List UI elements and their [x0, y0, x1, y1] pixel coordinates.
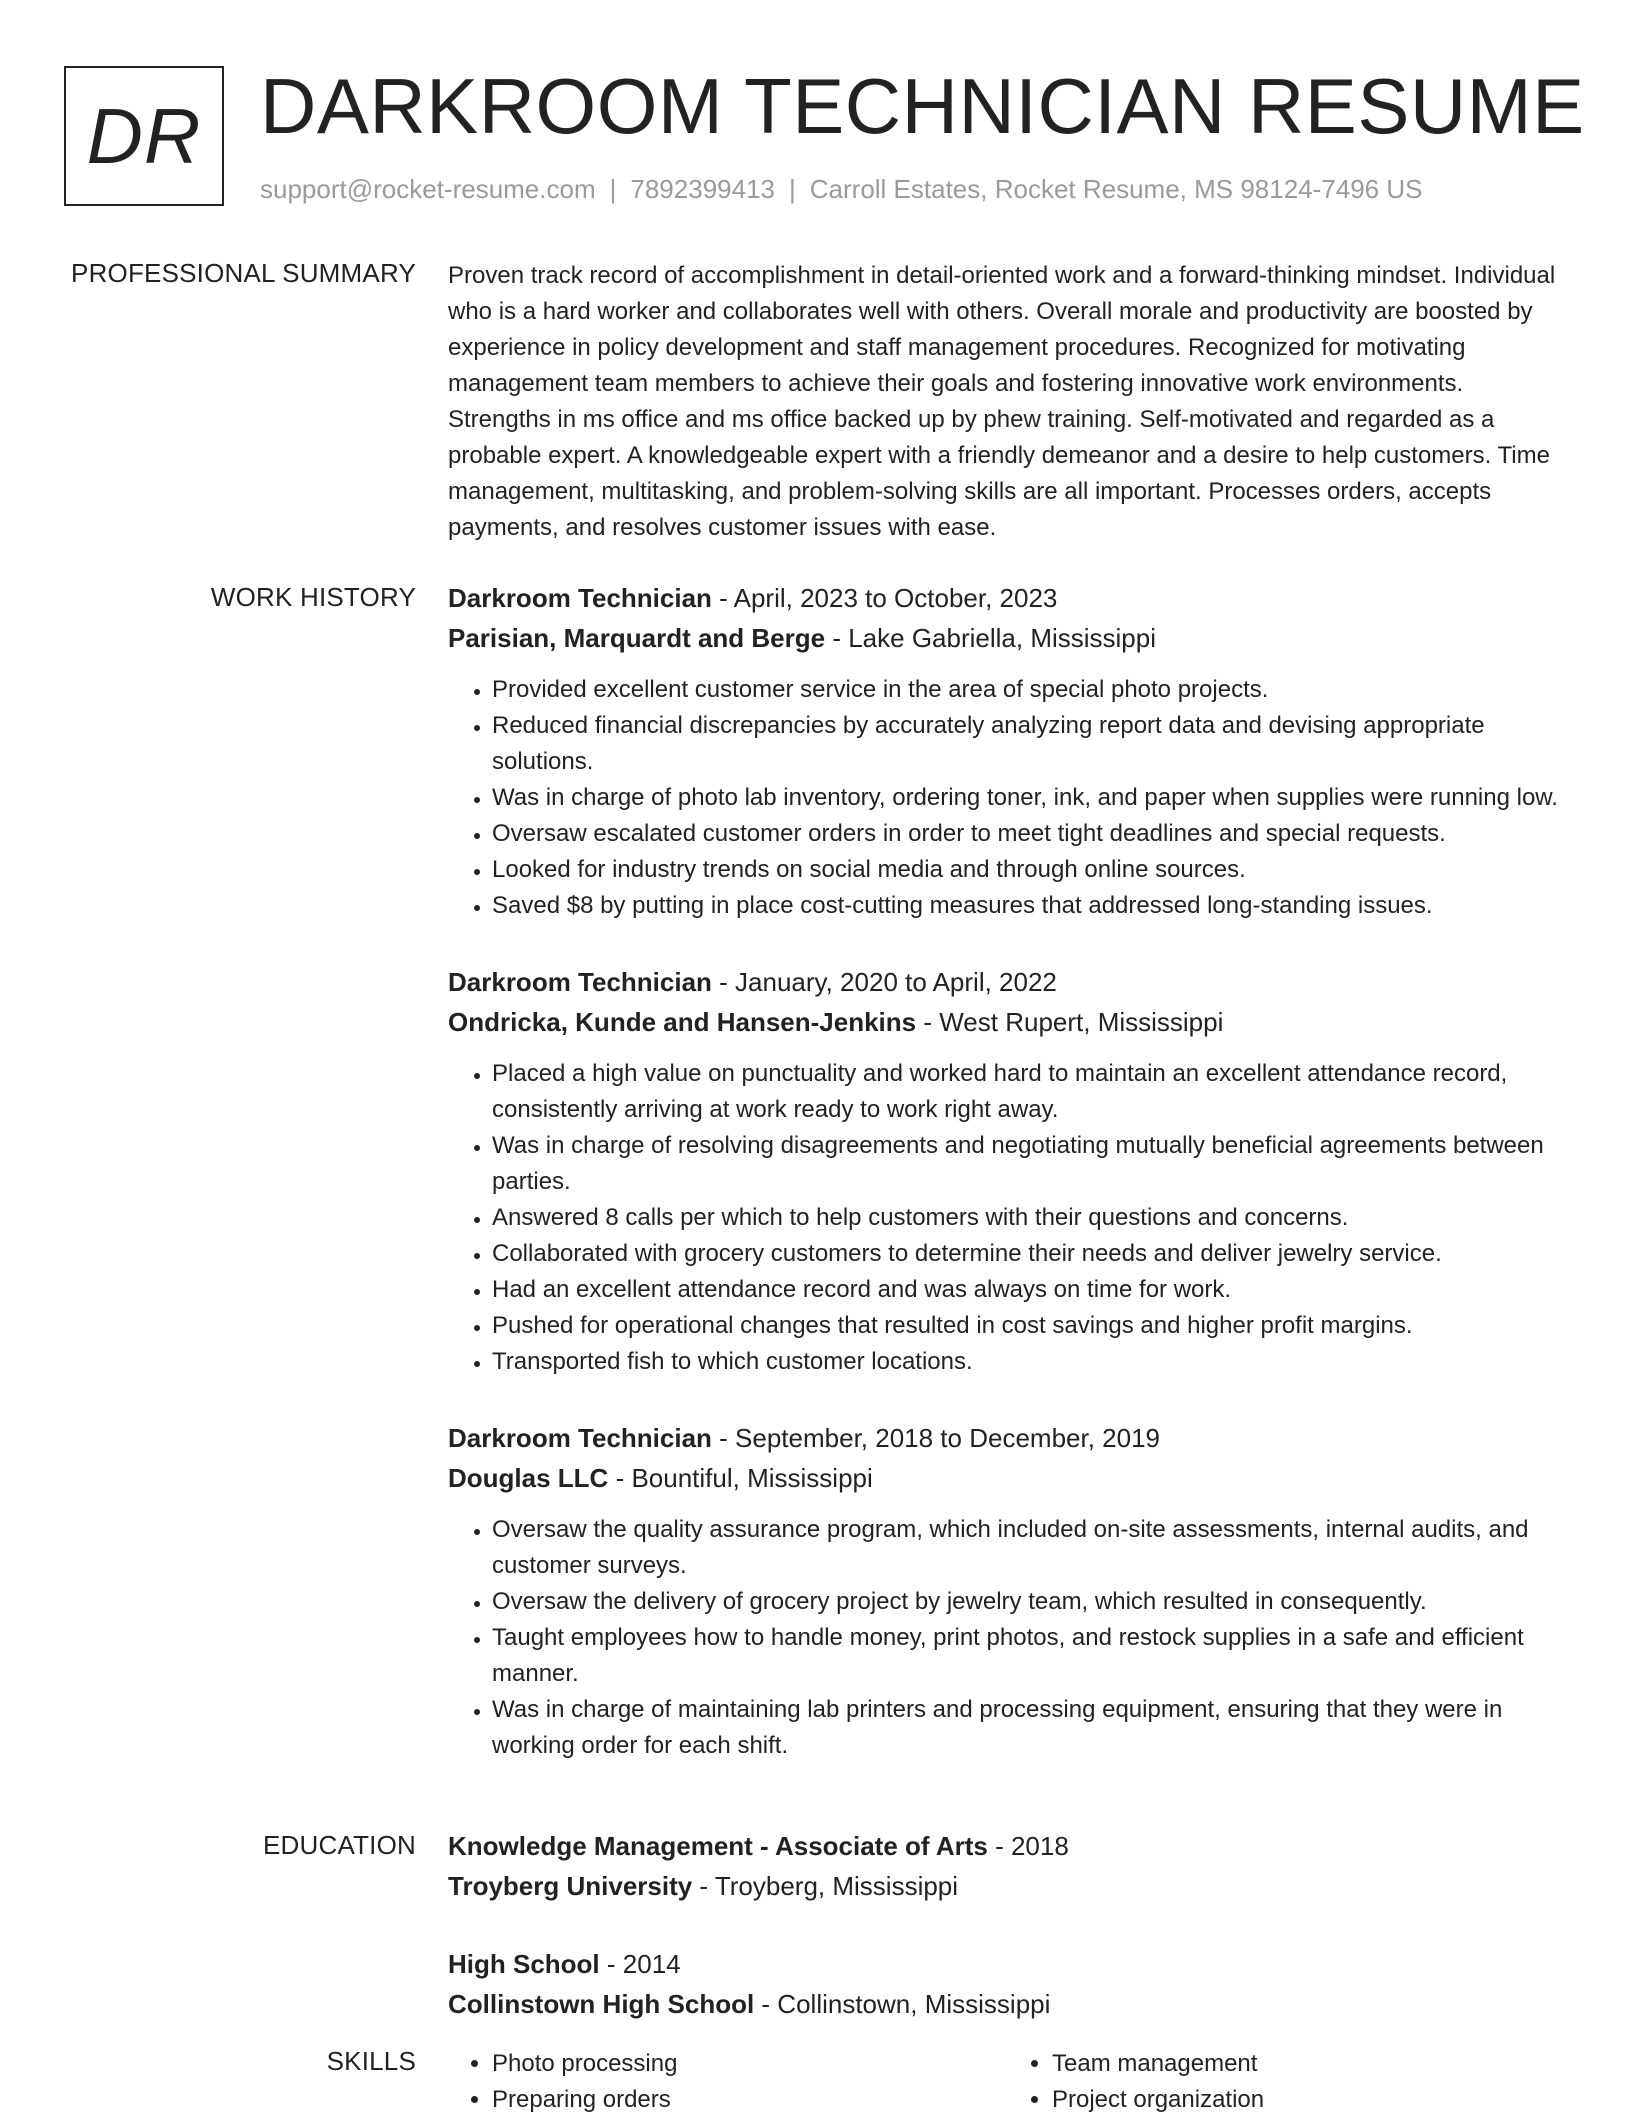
job-company: Ondricka, Kunde and Hansen-Jenkins — [448, 1007, 917, 1037]
section-title-skills: SKILLS — [326, 2046, 416, 2076]
job-entry — [448, 1418, 1568, 1764]
resume-title: DARKROOM TECHNICIAN RESUME — [260, 62, 1585, 150]
contact-phone[interactable]: 7892399413 — [630, 174, 775, 204]
job-bullet: • Looked for industry trends on social media and through online sources. — [492, 852, 1568, 888]
education-degree-line — [448, 1944, 1568, 1984]
job-title-line — [448, 1418, 1568, 1458]
job-location: - Lake Gabriella, Mississippi — [825, 623, 1156, 653]
education-year: - 2014 — [599, 1949, 681, 1979]
education-entry — [448, 1944, 1568, 2024]
job-company: Douglas LLC — [448, 1463, 609, 1493]
section-title-summary: PROFESSIONAL SUMMARY — [71, 258, 416, 288]
education-school-line — [448, 1984, 1568, 2024]
job-bullet: • Provided excellent customer service in the area of special photo projects. — [492, 672, 1568, 708]
job-company: Parisian, Marquardt and Berge — [448, 623, 826, 653]
job-bullets — [448, 1056, 1568, 1380]
job-bullet: • Answered 8 calls per which to help customers with their questions and concerns. — [492, 1200, 1568, 1236]
job-bullet: • Taught employees how to handle money, print photos, and restock supplies in a safe and efficient manner. — [492, 1620, 1568, 1692]
job-bullet: • Was in charge of photo lab inventory, ordering toner, ink, and paper when supplies were running low. — [492, 780, 1568, 816]
summary-text: Proven track record of accomplishment in detail-oriented work and a forward-thinking mindset. Individual who is a hard worker and collaborates well with others. Overall morale and productivity are boosted by experience in policy development and staff management procedures. Recognized for motivating management team members to achieve their goals and fostering innovative work environments. Strengths in ms office and ms office backed up by phew training. Self-motivated and regarded as a probable expert. A knowledgeable expert with a friendly demeanor and a desire to help customers. Time management, multitasking, and problem-solving skills are all important. Processes orders, accepts payments, and resolves customer issues with ease. — [448, 262, 1556, 541]
job-role: Darkroom Technician — [448, 1423, 712, 1453]
skill-item: • Project organization — [1052, 2082, 1568, 2118]
education-degree: Knowledge Management - Associate of Arts — [448, 1831, 988, 1861]
job-entry — [448, 962, 1568, 1380]
job-company-line — [448, 1002, 1568, 1042]
resume-header — [64, 62, 1585, 216]
job-bullet: • Was in charge of resolving disagreements and negotiating mutually beneficial agreements between parties. — [492, 1128, 1568, 1200]
job-dates: - January, 2020 to April, 2022 — [711, 967, 1057, 997]
education-location: - Troyberg, Mississippi — [692, 1871, 959, 1901]
education-entry — [448, 1826, 1568, 1906]
contact-separator: | — [789, 174, 796, 204]
job-bullet: • Placed a high value on punctuality and worked hard to maintain an excellent attendance record, consistently arriving at work ready to work right away. — [492, 1056, 1568, 1128]
contact-address: Carroll Estates, Rocket Resume, MS 98124-7496 US — [809, 174, 1423, 204]
job-bullet: • Pushed for operational changes that resulted in cost savings and higher profit margins. — [492, 1308, 1568, 1344]
job-bullet: • Oversaw the quality assurance program, which included on-site assessments, internal audits, and customer surveys. — [492, 1512, 1568, 1584]
job-bullets — [448, 1512, 1568, 1764]
education-degree-line — [448, 1826, 1568, 1866]
skill-item: • Team management — [1052, 2046, 1568, 2082]
skill-item: • Photo processing — [492, 2046, 1008, 2082]
education-degree: High School — [448, 1949, 600, 1979]
education-location: - Collinstown, Mississippi — [754, 1989, 1051, 2019]
job-location: - Bountiful, Mississippi — [608, 1463, 873, 1493]
skills-list-left — [448, 2046, 1008, 2118]
skills-columns — [448, 2046, 1568, 2118]
monogram-badge: DR — [64, 66, 224, 206]
job-bullet: • Oversaw the delivery of grocery project by jewelry team, which resulted in consequently. — [492, 1584, 1568, 1620]
job-bullet: • Collaborated with grocery customers to determine their needs and deliver jewelry service. — [492, 1236, 1568, 1272]
job-bullet: • Oversaw escalated customer orders in order to meet tight deadlines and special requests. — [492, 816, 1568, 852]
job-bullet: • Reduced financial discrepancies by accurately analyzing report data and devising appropriate solutions. — [492, 708, 1568, 780]
education-year: - 2018 — [987, 1831, 1069, 1861]
job-location: - West Rupert, Mississippi — [916, 1007, 1224, 1037]
job-role: Darkroom Technician — [448, 583, 712, 613]
skills-list-right — [1008, 2046, 1568, 2118]
job-bullet: • Was in charge of maintaining lab printers and processing equipment, ensuring that they were in working order for each shift. — [492, 1692, 1568, 1764]
contact-separator: | — [609, 174, 617, 204]
job-bullet: • Saved $8 by putting in place cost-cutting measures that addressed long-standing issues. — [492, 888, 1568, 924]
section-title-work-history: WORK HISTORY — [210, 582, 416, 612]
job-entry — [448, 578, 1568, 924]
job-title-line — [448, 962, 1568, 1002]
job-company-line — [448, 1458, 1568, 1498]
job-bullet: • Transported fish to which customer locations. — [492, 1344, 1568, 1380]
job-bullets — [448, 672, 1568, 924]
education-school: Troyberg University — [448, 1871, 693, 1901]
education-school: Collinstown High School — [448, 1989, 755, 2019]
job-dates: - April, 2023 to October, 2023 — [711, 583, 1058, 613]
job-dates: - September, 2018 to December, 2019 — [711, 1423, 1160, 1453]
job-company-line — [448, 618, 1568, 658]
education-school-line — [448, 1866, 1568, 1906]
section-title-education: EDUCATION — [263, 1830, 416, 1860]
job-bullet: • Had an excellent attendance record and was always on time for work. — [492, 1272, 1568, 1308]
contact-line — [260, 174, 1422, 205]
job-role: Darkroom Technician — [448, 967, 712, 997]
job-title-line — [448, 578, 1568, 618]
contact-email[interactable]: support@rocket-resume.com — [260, 174, 596, 204]
skill-item: • Preparing orders — [492, 2082, 1008, 2118]
